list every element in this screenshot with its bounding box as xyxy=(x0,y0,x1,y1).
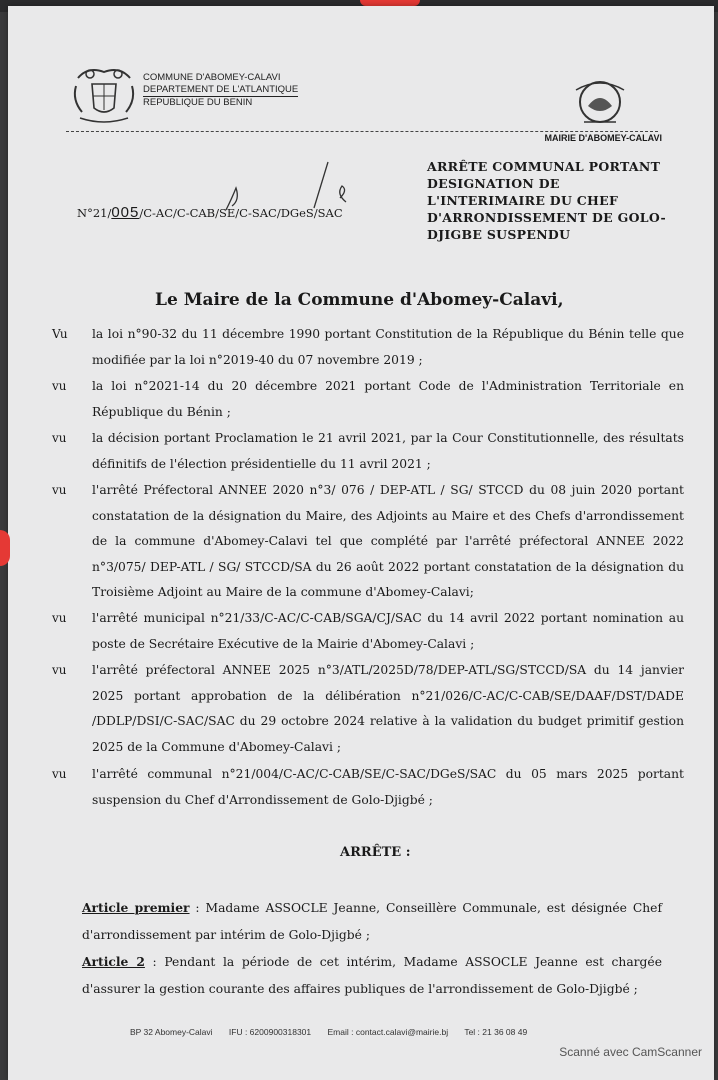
red-marker-side xyxy=(0,530,10,566)
visa-label: vu xyxy=(52,663,67,677)
visa-text: la loi n°90-32 du 11 décembre 1990 portant Constitution de la République du Bénin telle que modifiée par la loi n°2019-40 du 07 novembre 2019 ; xyxy=(92,327,684,367)
footer-tel: Tel : 21 36 08 49 xyxy=(464,1027,528,1037)
visa-7 xyxy=(52,762,684,813)
article-text: : Madame ASSOCLE Jeanne, Conseillère Communale, est désignée Chef d'arrondissement par intérim de Golo-Djigbé ; xyxy=(82,901,662,942)
document-title: ARRÊTE COMMUNAL PORTANT DESIGNATION DE L'INTERIMAIRE DU CHEF D'ARRONDISSEMENT DE GOLO-DJIGBE SUSPENDU xyxy=(427,159,666,242)
visa-text: la loi n°2021-14 du 20 décembre 2021 portant Code de l'Administration Territoriale en République du Bénin ; xyxy=(92,379,684,419)
benin-coat-of-arms-icon xyxy=(68,64,140,126)
article-heading: Article premier xyxy=(82,900,190,915)
document-page xyxy=(8,6,714,1080)
article-2 xyxy=(82,948,662,1003)
handwritten-initials xyxy=(218,158,368,222)
camscanner-watermark: Scanné avec CamScanner xyxy=(559,1045,702,1059)
visa-text: l'arrêté Préfectoral ANNEE 2020 n°3/ 076 / DEP-ATL / SG/ STCCD du 08 juin 2020 portant constatation de la désignation du Maire, des Adjoints au Maire et des Chefs d'arrondissement de la commune d'Abomey-Calavi tel que complété par l'arrêté préfectoral ANNEE 2022 n°3/075/ DEP-ATL / SG/ STCCD/SA du 26 août 2022 portant constatation de la désignation du Troisième Adjoint au Maire de la commune d'Abomey-Calavi; xyxy=(92,483,684,599)
visa-1 xyxy=(52,322,684,373)
visa-label: vu xyxy=(52,431,67,445)
departement-name: DEPARTEMENT DE L'ATLANTIQUE xyxy=(143,84,299,95)
visa-label: vu xyxy=(52,767,67,781)
visa-text: la décision portant Proclamation le 21 avril 2021, par la Cour Constitutionnelle, des résultats définitifs de l'élection présidentielle du 11 avril 2021 ; xyxy=(92,431,684,471)
maire-heading: Le Maire de la Commune d'Abomey-Calavi, xyxy=(155,290,564,310)
visa-6 xyxy=(52,658,684,760)
footer-ifu: IFU : 6200900318301 xyxy=(228,1027,312,1037)
footer-contact xyxy=(130,1027,541,1037)
ref-suffix: /C-AC/C-CAB/SE/C-SAC/DGeS/SAC xyxy=(139,206,343,220)
footer-bp: BP 32 Abomey-Calavi xyxy=(130,1027,213,1037)
arrete-heading: ARRÊTE : xyxy=(340,845,411,860)
visa-label: Vu xyxy=(52,327,68,341)
mairie-logo-icon xyxy=(570,76,630,128)
visa-5 xyxy=(52,606,684,657)
visa-label: vu xyxy=(52,379,67,393)
visa-label: vu xyxy=(52,483,67,497)
republique-name: REPUBLIQUE DU BENIN xyxy=(143,97,253,108)
header-divider xyxy=(66,131,658,132)
visa-4 xyxy=(52,478,684,606)
footer-email: Email : contact.calavi@mairie.bj xyxy=(327,1027,449,1037)
article-heading: Article 2 xyxy=(82,954,145,969)
ref-prefix: N°21/ xyxy=(77,206,112,220)
issuer-block xyxy=(143,72,298,109)
visa-3 xyxy=(52,426,684,477)
ref-number: 005 xyxy=(111,204,140,221)
visa-2 xyxy=(52,374,684,425)
visa-text: l'arrêté municipal n°21/33/C-AC/C-CAB/SGA/CJ/SAC du 14 avril 2022 portant nomination au poste de Secrétaire Exécutive de la Mairie d'Abomey-Calavi ; xyxy=(92,611,684,651)
commune-name: COMMUNE D'ABOMEY-CALAVI xyxy=(143,72,281,83)
visa-text: l'arrêté communal n°21/004/C-AC/C-CAB/SE/C-SAC/DGeS/SAC du 05 mars 2025 portant suspension du Chef d'Arrondissement de Golo-Djigbé ; xyxy=(92,767,684,807)
visa-text: l'arrêté préfectoral ANNEE 2025 n°3/ATL/2025D/78/DEP-ATL/SG/STCCD/SA du 14 janvier 2025 portant approbation de la délibération n°21/026/C-AC/C-CAB/SE/DAAF/DST/DADE /DDLP/DSI/C-SAC/SAC du 29 octobre 2024 relative à la validation du budget primitif gestion 2025 de la Commune d'Abomey-Calavi ; xyxy=(92,663,684,754)
article-text: : Pendant la période de cet intérim, Madame ASSOCLE Jeanne est chargée d'assurer la gestion courante des affaires publiques de l'arrondissement de Golo-Djigbé ; xyxy=(82,955,662,996)
article-1 xyxy=(82,894,662,949)
visa-label: vu xyxy=(52,611,67,625)
mairie-label: MAIRIE D'ABOMEY-CALAVI xyxy=(544,133,662,143)
